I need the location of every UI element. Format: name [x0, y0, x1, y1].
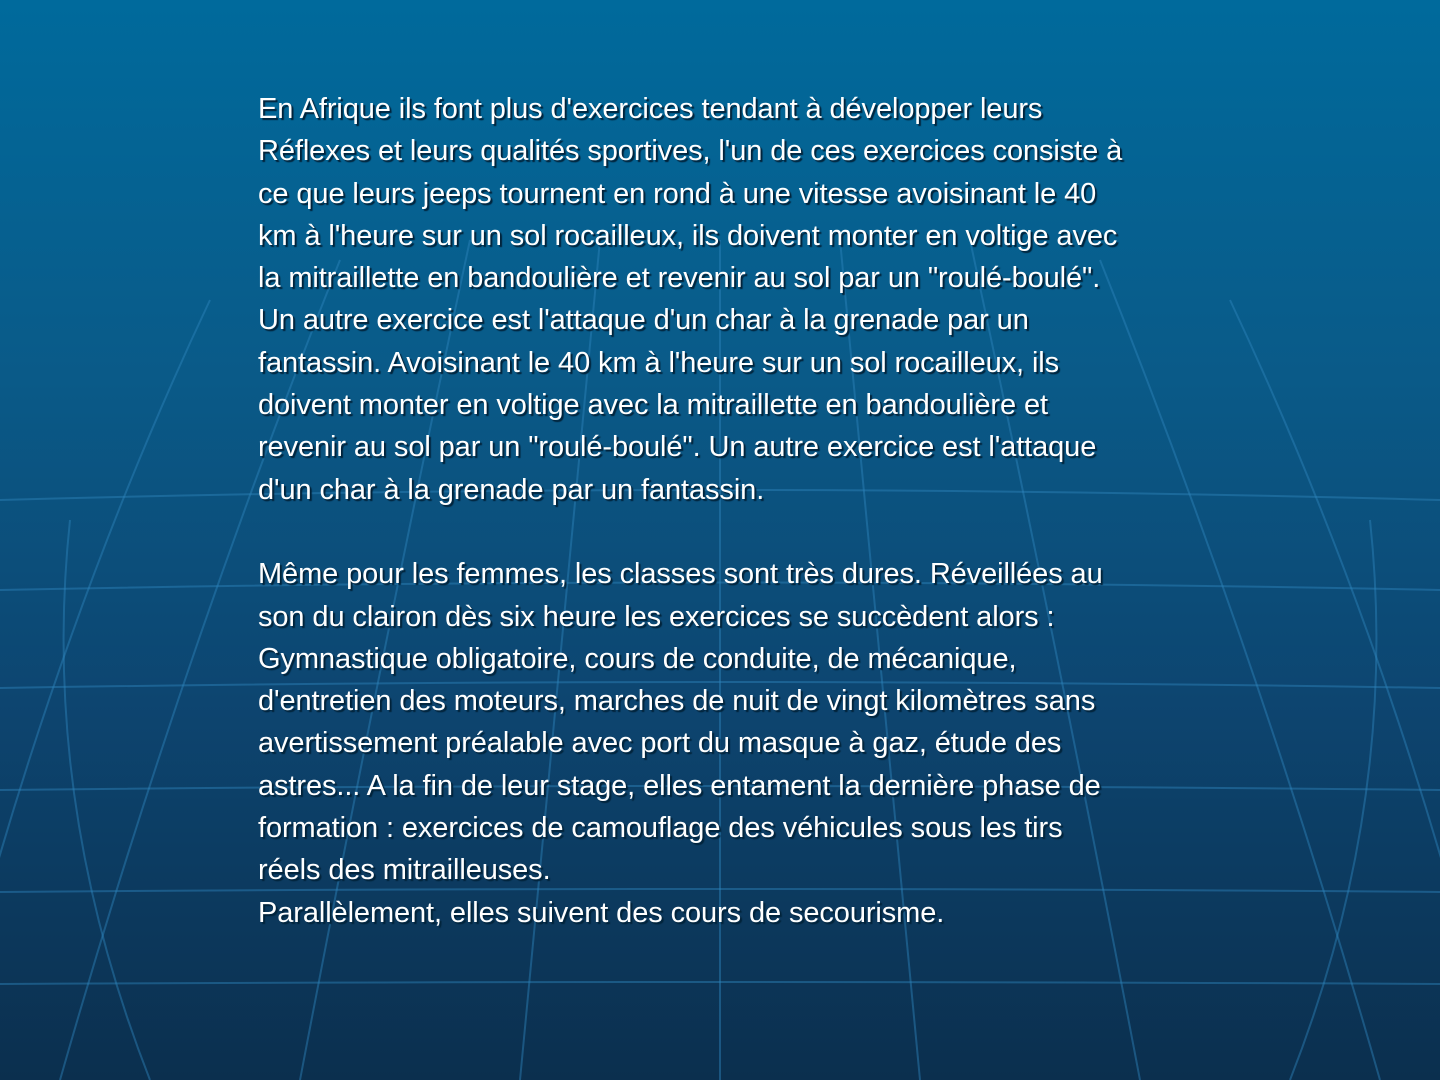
- paragraph-secourisme: Parallèlement, elles suivent des cours de secourisme.: [258, 896, 945, 929]
- paragraph-afrique: En Afrique ils font plus d'exercices tendant à développer leurs Réflexes et leurs qualités sportives, l'un de ces exercices consiste à ce que leurs jeeps tournent en rond à une vitesse avoisinant le 40 km à l'heure sur un sol rocailleux, ils doivent monter en voltige avec la mitraillette en bandoulière et revenir au sol par un "roulé-boulé". Un autre exercice est l'attaque d'un char à la grenade par un fantassin. Avoisinant le 40 km à l'heure sur un sol rocailleux, ils doivent monter en voltige avec la mitraillette en bandoulière et revenir au sol par un "roulé-boulé". Un autre exercice est l'attaque d'un char à la grenade par un fantassin.: [258, 93, 1123, 506]
- longitude-line: [0, 300, 210, 1080]
- paragraph-femmes: Même pour les femmes, les classes sont très dures. Réveillées au son du clairon dès six heure les exercices se succèdent alors : Gymnastique obligatoire, cours de conduite, de mécanique, d'entretien des moteurs, marches de nuit de vingt kilomètres sans avertissement préalable avec port du masque à gaz, étude des astres... A la fin de leur stage, elles entament la dernière phase de formation : exercices de camouflage des véhicules sous les tirs réels des mitrailleuses.: [258, 558, 1103, 887]
- globe-outline: [64, 520, 150, 1080]
- longitude-line: [1230, 300, 1440, 1080]
- slide-text-body: [258, 88, 1233, 934]
- globe-outline: [1290, 520, 1376, 1080]
